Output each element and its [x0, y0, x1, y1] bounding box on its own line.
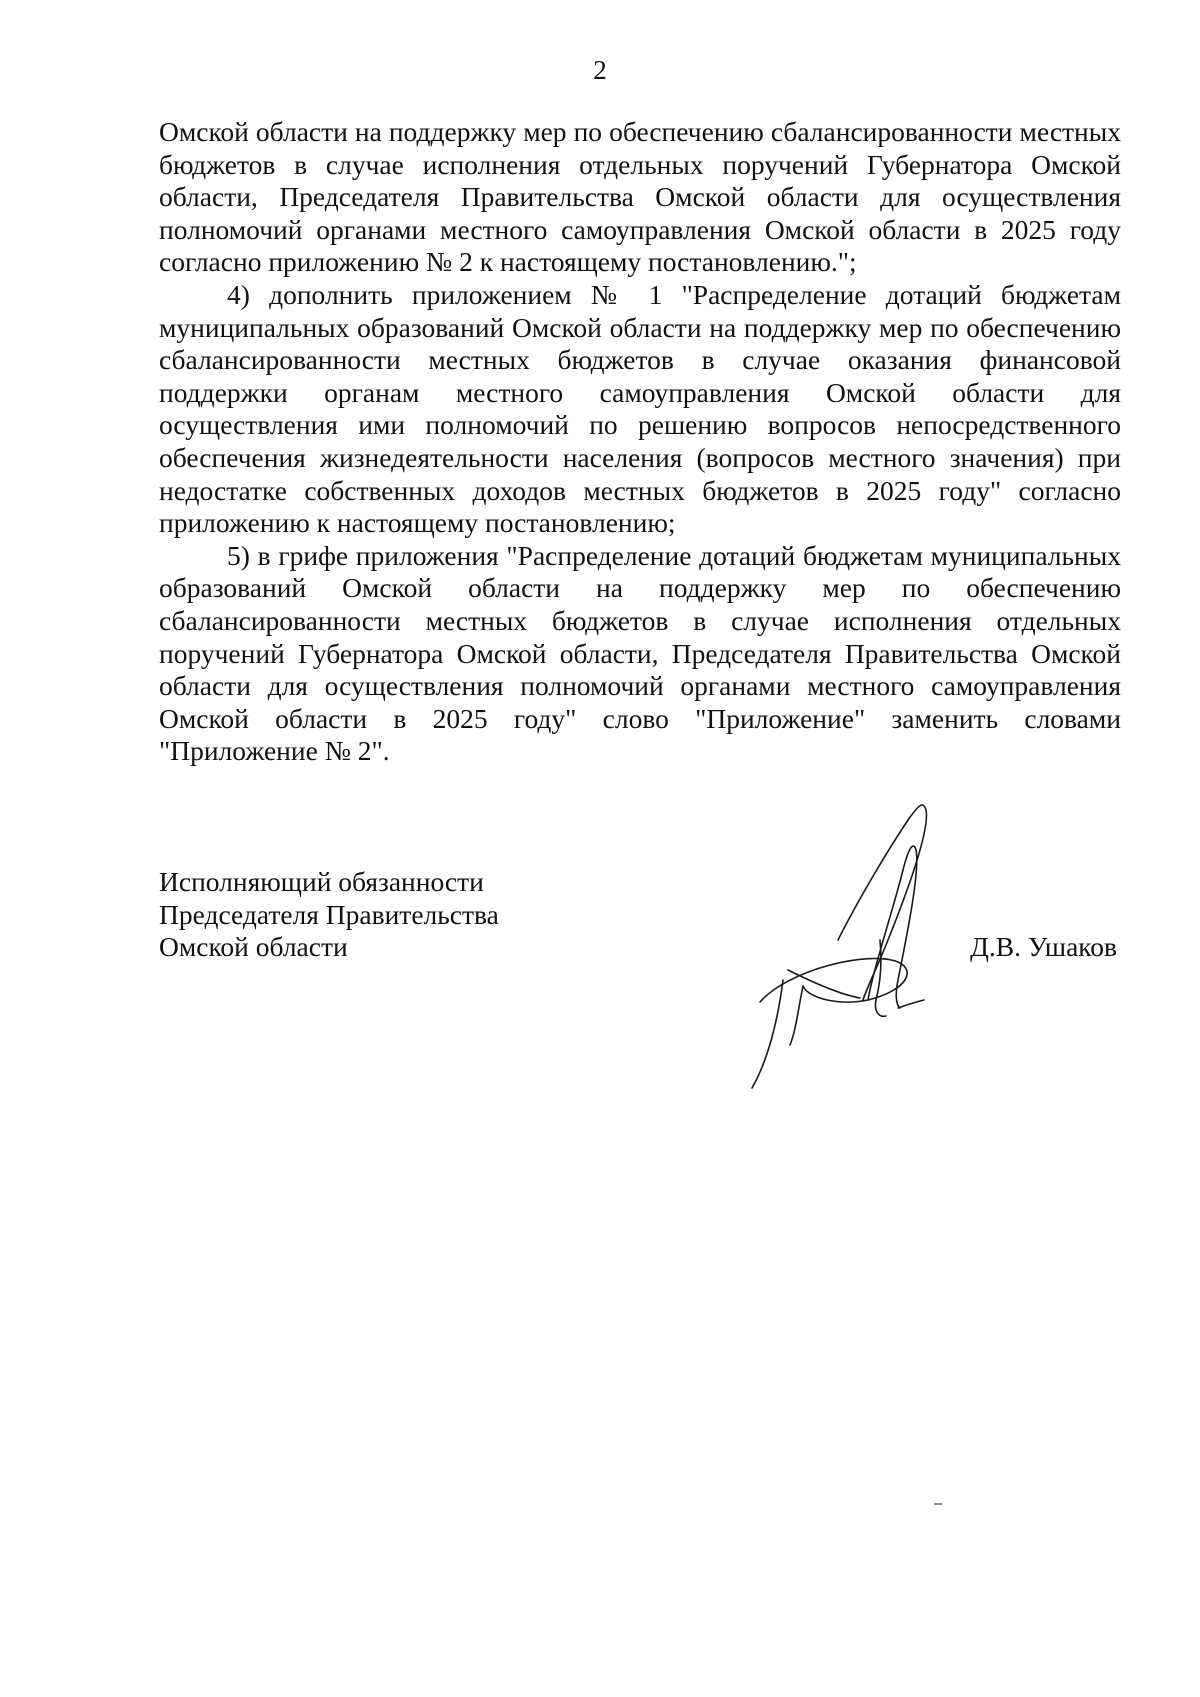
paragraph-continuation: Омской области на поддержку мер по обеспечению сбалансированности местных бюджетов в случае исполнения отдельных поручений Губернатора Омской области, Председателя Правительства Омской области для осуществления полномочий органами местного самоуправления Омской области в 2025 году согласно приложению № 2 к настоящему постановлению.";	[159, 116, 1121, 278]
document-body	[159, 116, 1121, 768]
signatory-position-line: Председателя Правительства	[159, 898, 499, 930]
page-number: 2	[593, 55, 607, 85]
signature-stroke	[898, 1000, 924, 1008]
paragraph-item-5: 5) в грифе приложения "Распределение дотаций бюджетам муниципальных образований Омской области на поддержку мер по обеспечению сбалансированности местных бюджетов в случае исполнения отдельных поручений Губернатора Омской области, Председателя Правительства Омской области для осуществления полномочий органами местного самоуправления Омской области в 2025 году" слово "Приложение" заменить словами "Приложение № 2".	[159, 539, 1121, 767]
paragraph-item-4: 4) дополнить приложением № 1 "Распределение дотаций бюджетам муниципальных образований Омской области на поддержку мер по обеспечению сбалансированности местных бюджетов в случае оказания финансовой поддержки органам местного самоуправления Омской области для осуществления ими полномочий по решению вопросов непосредственного обеспечения жизнедеятельности населения (вопросов местного значения) при недостатке собственных доходов местных бюджетов в 2025 году" согласно приложению к настоящему постановлению;	[159, 278, 1121, 539]
signatory-position	[159, 866, 499, 964]
scan-artifact	[934, 1503, 942, 1505]
handwritten-signature	[748, 790, 988, 1090]
signatory-position-line: Исполняющий обязанности	[159, 866, 484, 897]
signature-stroke	[760, 958, 907, 1002]
signatory-name: Д.В. Ушаков	[970, 931, 1117, 962]
signature-stroke	[752, 980, 783, 1088]
signature-stroke	[875, 940, 886, 1016]
signatory-position-line: Омской области	[159, 931, 348, 963]
signature-stroke	[788, 970, 860, 998]
signature-stroke	[790, 986, 803, 1045]
